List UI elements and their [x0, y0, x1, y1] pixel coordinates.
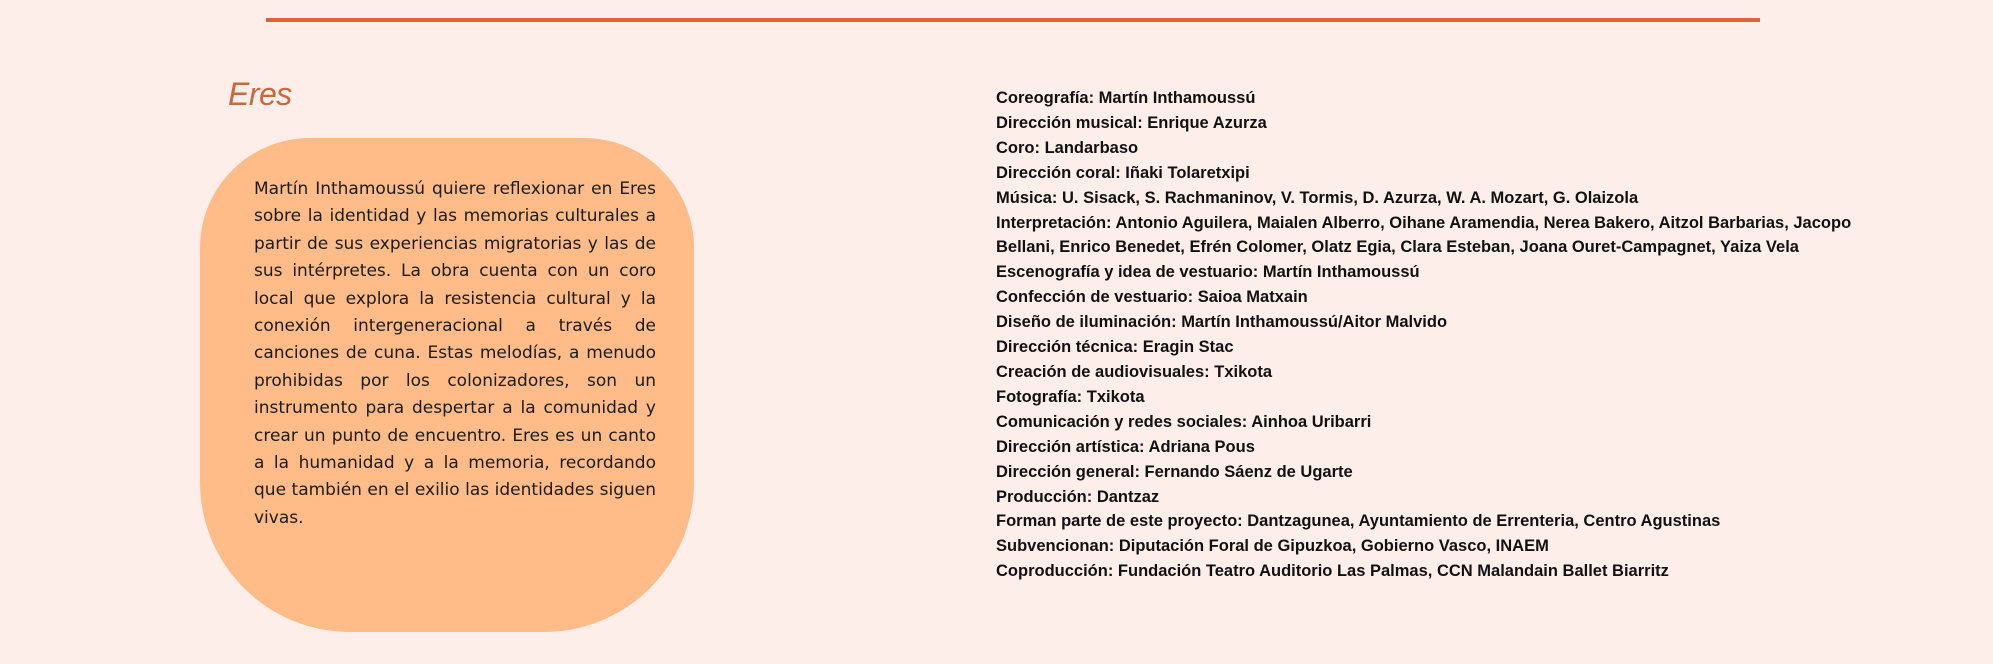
top-divider: [266, 18, 1760, 22]
credit-item: Confección de vestuario: Saioa Matxain: [996, 288, 1308, 307]
credit-item: Coproducción: Fundación Teatro Auditorio Las Palmas, CCN Malandain Ballet Biarritz: [996, 562, 1669, 581]
credit-item: Coreografía: Martín Inthamoussú: [996, 89, 1256, 107]
page-title: Eres: [228, 76, 292, 112]
credit-item: Subvencionan: Diputación Foral de Gipuzkoa, Gobierno Vasco, INAEM: [996, 537, 1549, 556]
credit-item: Producción: Dantzaz: [996, 487, 1160, 506]
credit-item: Escenografía y idea de vestuario: Martín Inthamoussú: [996, 263, 1420, 282]
credit-item: Creación de audiovisuales: Txikota: [996, 362, 1273, 381]
credit-item: Dirección musical: Enrique Azurza: [996, 113, 1267, 132]
credit-item: Fotografía: Txikota: [996, 387, 1145, 406]
credit-item: Interpretación: Antonio Aguilera, Maialen Alberro, Oihane Aramendia, Nerea Bakero, Aitzol Barbarias, Jacopo Bellani, Enrico Benedet, Efrén Colomer, Olatz Egia, Clara Esteban, Joana Ouret-Campagnet, Yaiza Vela: [996, 213, 1852, 257]
credit-item: Forman parte de este proyecto: Dantzagunea, Ayuntamiento de Errenteria, Centro Agustinas: [996, 512, 1721, 531]
credit-item: Música: U. Sisack, S. Rachmaninov, V. Tormis, D. Azurza, W. A. Mozart, G. Olaizola: [996, 188, 1639, 207]
credit-item: Coro: Landarbaso: [996, 138, 1139, 157]
credit-item: Dirección artística: Adriana Pous: [996, 437, 1255, 456]
description-text: Martín Inthamoussú quiere reflexionar en Eres sobre la identidad y las memorias culturales a partir de sus experiencias migratorias y las de sus intérpretes. La obra cuenta con un coro local que explora la resistencia cultural y la conexión intergeneracional a través de canciones de cuna. Estas melodías, a menudo prohibidas por los colonizadores, son un instrumento para despertar a la comunidad y crear un punto de encuentro. Eres es un canto a la humanidad y a la memoria, recordando que también en el exilio las identidades siguen vivas.: [254, 179, 656, 528]
credit-item: Dirección general: Fernando Sáenz de Ugarte: [996, 462, 1353, 481]
credit-item: Comunicación y redes sociales: Ainhoa Uribarri: [996, 412, 1372, 431]
credit-item: Dirección coral: Iñaki Tolaretxipi: [996, 163, 1250, 182]
credits-list: [996, 86, 1876, 584]
credit-item: Diseño de iluminación: Martín Inthamoussú/Aitor Malvido: [996, 313, 1448, 332]
credit-item: Dirección técnica: Eragin Stac: [996, 338, 1234, 357]
